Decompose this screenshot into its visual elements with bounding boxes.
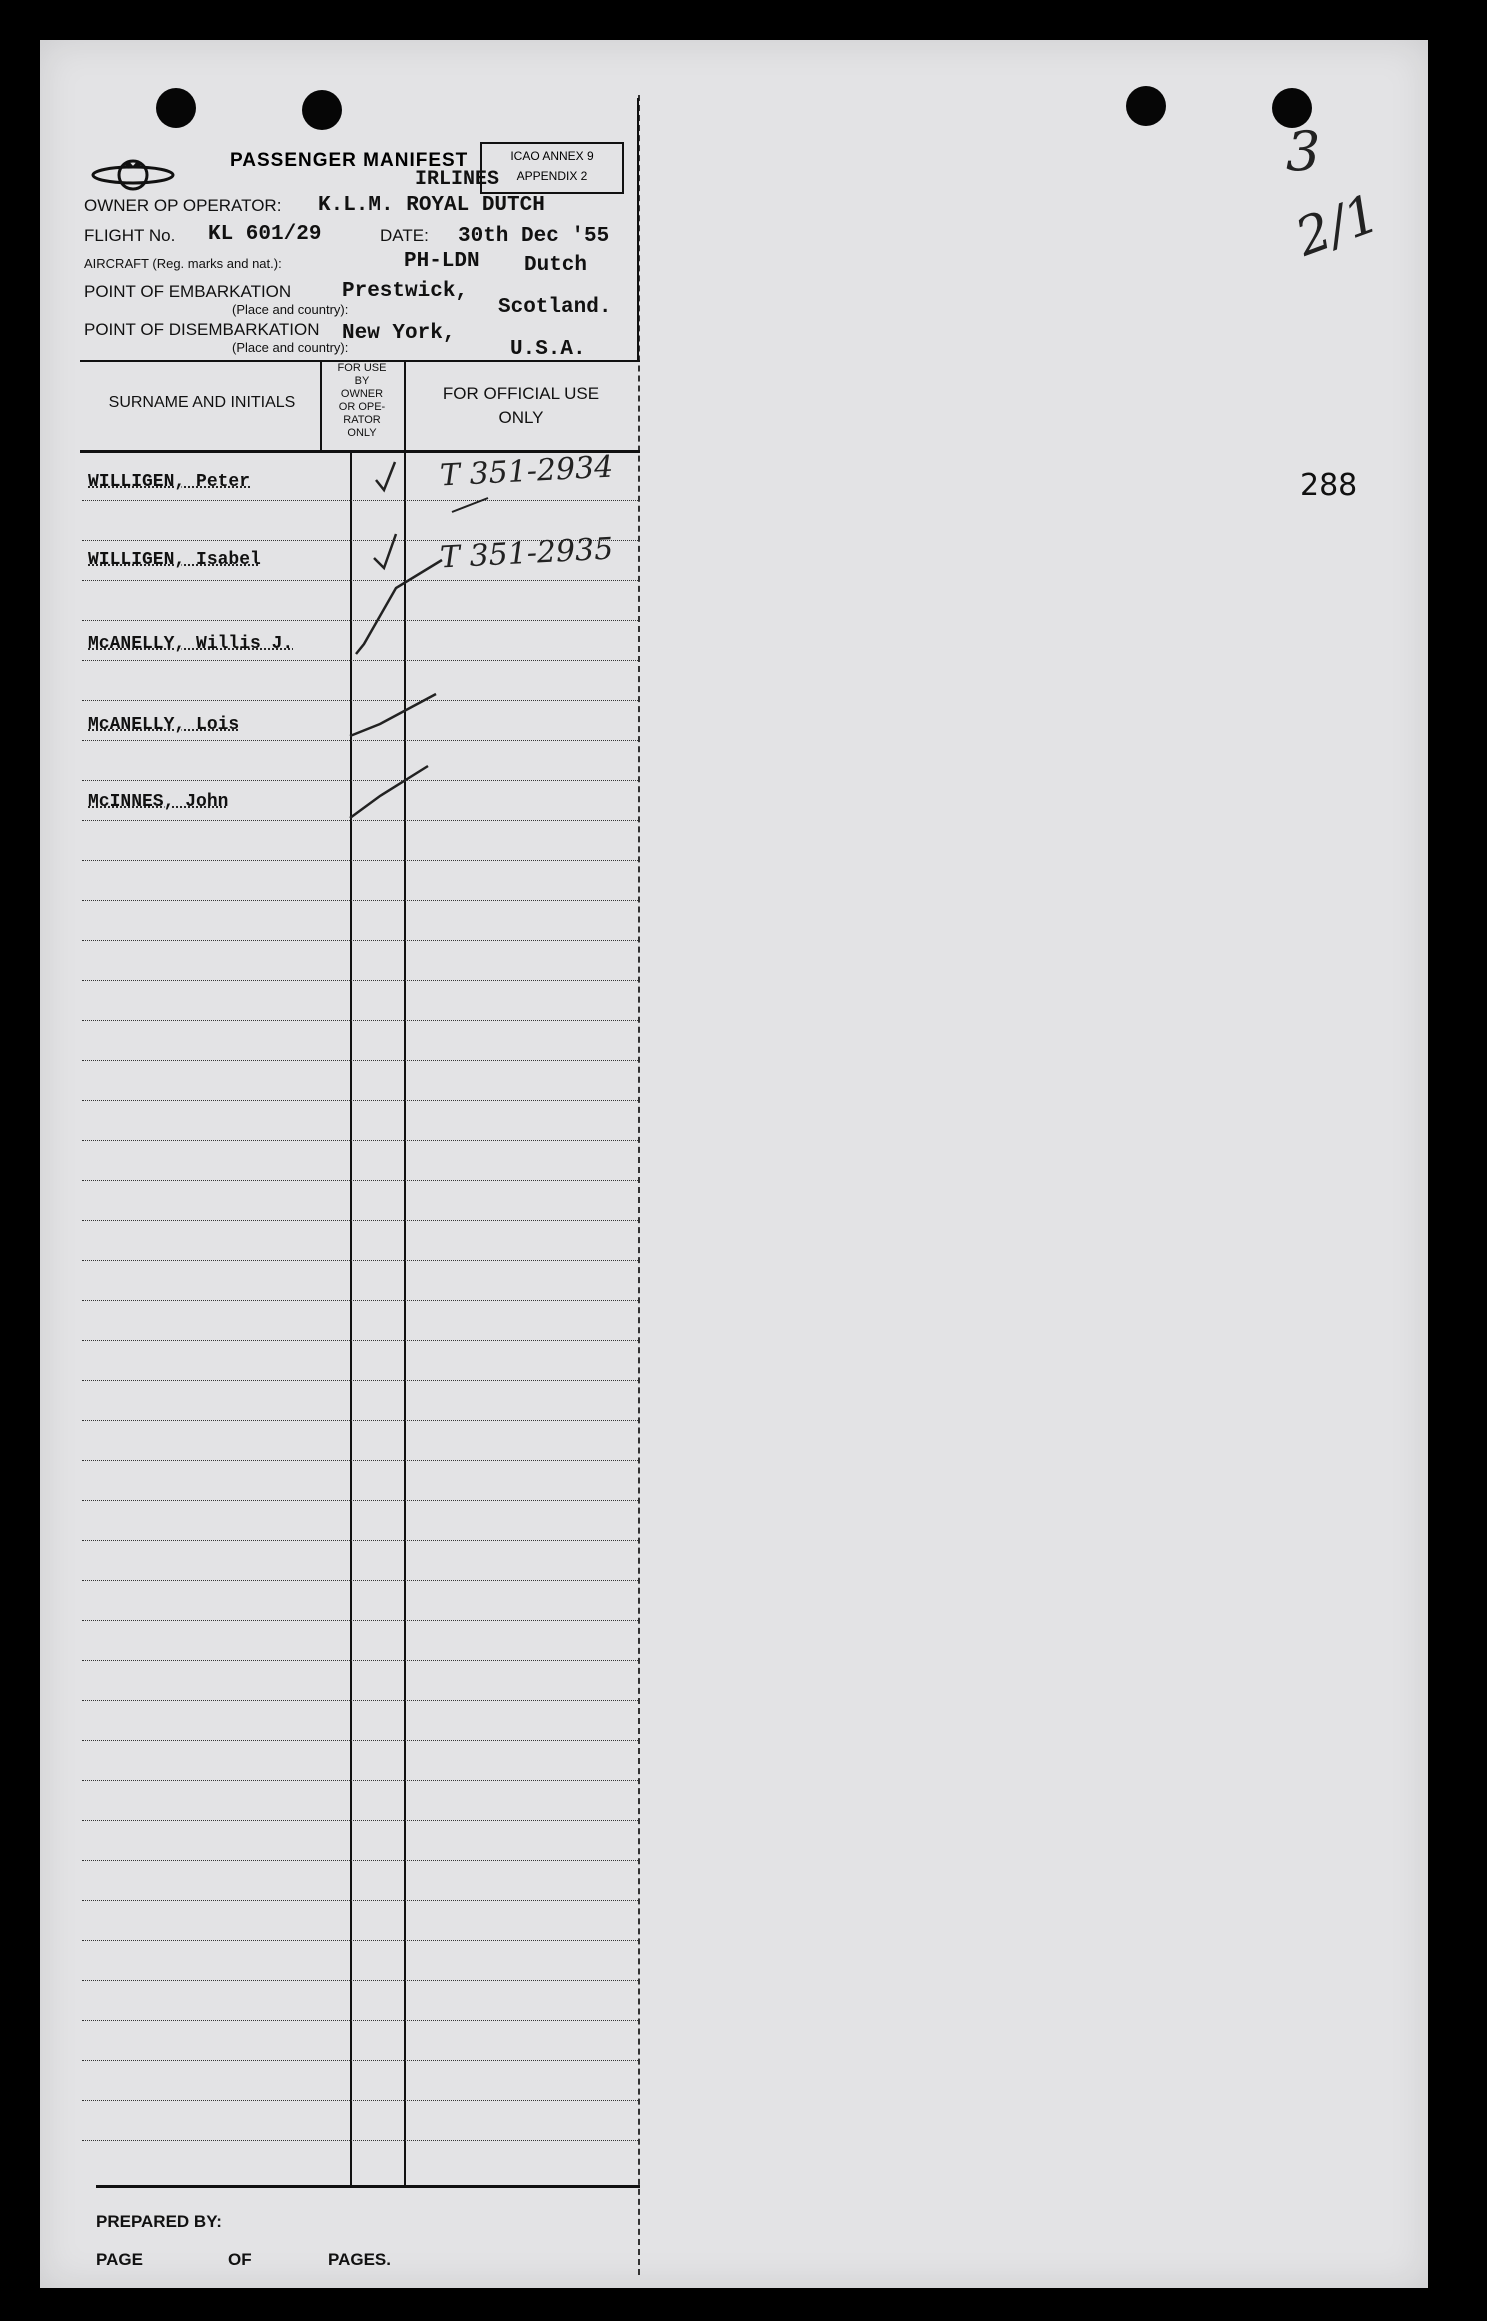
aircraft-nat: Dutch (524, 254, 588, 277)
official-use-line-2: ONLY (498, 408, 544, 427)
passenger-name: WILLIGEN, Peter (88, 472, 251, 492)
disembark-country: U.S.A. (510, 338, 586, 361)
owner-use-line: RATOR (343, 414, 381, 426)
icao-appendix-line: APPENDIX 2 (516, 169, 588, 183)
passenger-name: McANELLY, Willis J. (88, 634, 294, 654)
pages-label: PAGES. (328, 2250, 391, 2269)
check-mark-icon (376, 462, 395, 490)
disembark-sub: (Place and country): (232, 340, 349, 355)
owner-use-line: ONLY (347, 427, 377, 439)
check-mark-icon (350, 694, 436, 736)
aircraft-label: AIRCRAFT (Reg. marks and nat.): (84, 256, 282, 271)
date-value: 30th Dec '55 (458, 225, 610, 248)
embark-label: POINT OF EMBARKATION (84, 282, 292, 301)
owner-label: OWNER OP OPERATOR: (84, 196, 282, 215)
owner-use-line: OR OPE- (338, 401, 386, 413)
check-mark-icon (356, 560, 442, 654)
flight-label: FLIGHT No. (84, 226, 176, 245)
handwritten-margin-note: 3 (1286, 120, 1321, 183)
owner-use-line: BY (354, 375, 370, 387)
embark-sub: (Place and country): (232, 302, 349, 317)
disembark-label: POINT OF DISEMBARKATION (84, 320, 320, 339)
owner-use-line: OWNER (340, 388, 384, 400)
icao-annex-line: ICAO ANNEX 9 (510, 149, 594, 163)
page-label: PAGE (96, 2250, 143, 2269)
aircraft-reg: PH-LDN (404, 250, 480, 273)
of-label: OF (228, 2250, 252, 2269)
manifest-title: PASSENGER MANIFEST (230, 150, 469, 171)
check-mark-icon (350, 766, 428, 818)
check-mark-icon (374, 534, 396, 568)
official-note: T 351-2934 (439, 449, 615, 494)
official-stroke-icon (452, 498, 488, 512)
page-number: 288 (1300, 468, 1358, 503)
passenger-name: WILLIGEN, Isabel (88, 550, 261, 570)
owner-use-line: FOR USE (337, 362, 387, 374)
embark-place: Prestwick, (342, 280, 469, 303)
prepared-by-label: PREPARED BY: (96, 2212, 222, 2231)
disembark-place: New York, (342, 322, 456, 345)
embark-country: Scotland. (498, 296, 612, 319)
owner-value: K.L.M. ROYAL DUTCH (318, 194, 545, 217)
handwritten-margin-fraction: 2/1 (1288, 183, 1388, 269)
flight-value: KL 601/29 (208, 223, 322, 246)
footer-top-rule (96, 2185, 640, 2188)
surname-column-header: SURNAME AND INITIALS (108, 394, 296, 411)
date-label: DATE: (380, 226, 429, 245)
owner-overtype: IRLINES (415, 168, 500, 191)
passenger-name: McANELLY, Lois (88, 715, 240, 735)
official-note: T 351-2935 (439, 531, 615, 576)
official-use-line-1: FOR OFFICIAL USE (442, 384, 600, 403)
passenger-name: McINNES, John (88, 792, 229, 812)
